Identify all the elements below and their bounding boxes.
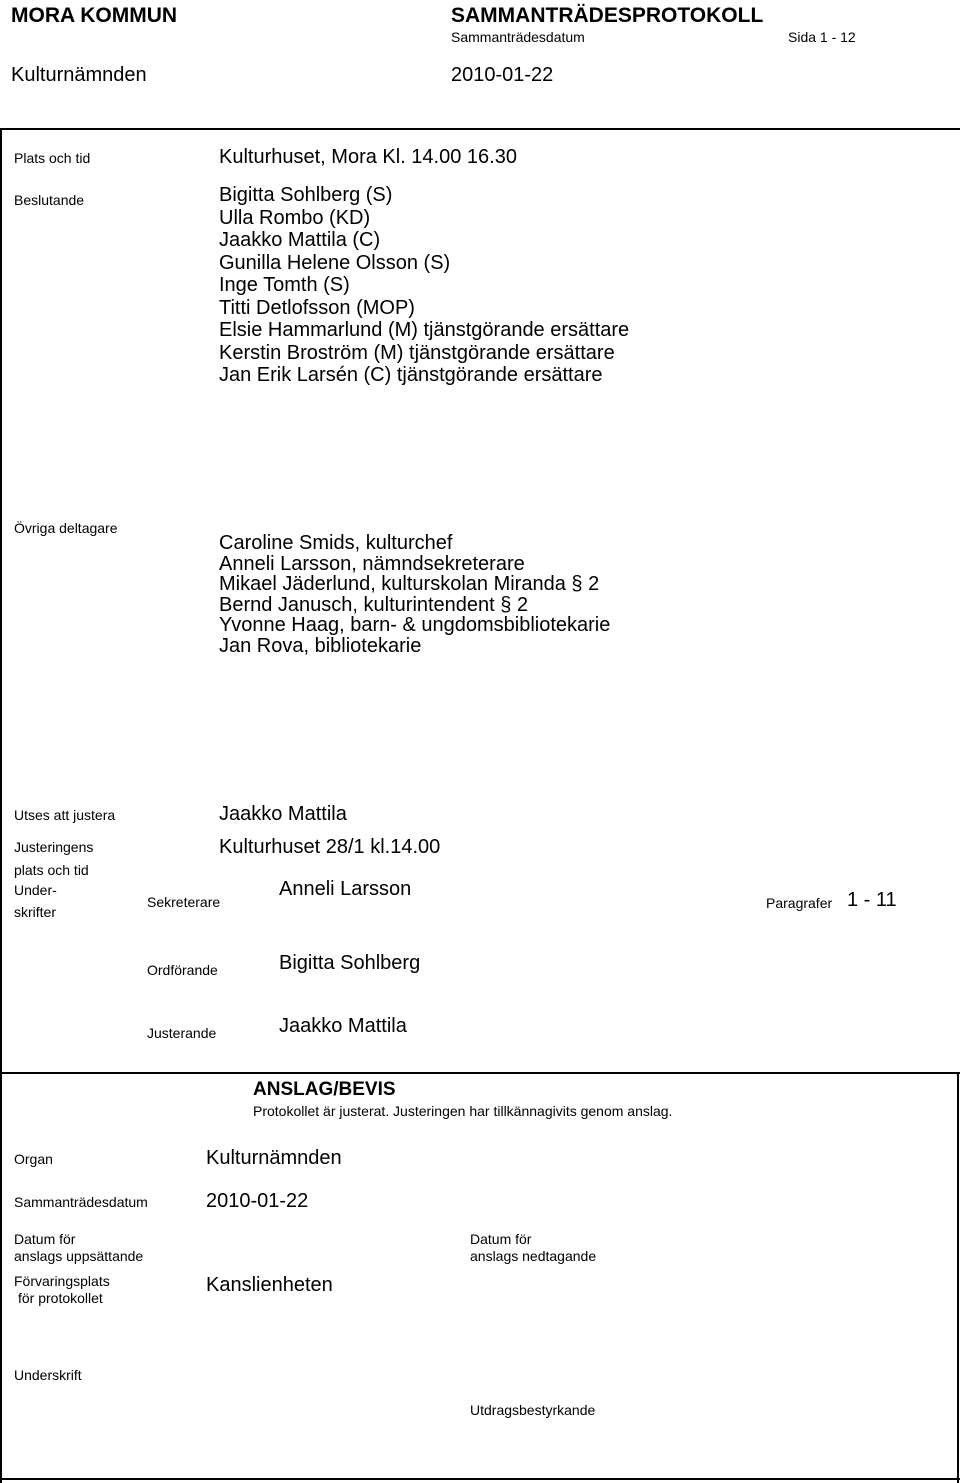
place-label: Plats och tid (14, 150, 91, 166)
deciding-member: Titti Detlofsson (MOP) (219, 296, 415, 319)
assigned-label: Utses att justera (14, 807, 116, 823)
other-participant: Mikael Jäderlund, kulturskolan Miranda § 2 (219, 573, 600, 596)
left-border (0, 128, 2, 1483)
adjust-place-label-line1: Justeringens (14, 839, 94, 855)
page-number: Sida 1 - 12 (788, 29, 856, 45)
removed-label-line1: Datum för (470, 1231, 532, 1247)
storage-label-line2: för protokollet (18, 1290, 103, 1306)
organ-label: Organ (14, 1151, 53, 1167)
adjuster-name: Jaakko Mattila (279, 1015, 407, 1037)
deciding-member: Jan Erik Larsén (C) tjänstgörande ersättare (219, 364, 603, 386)
adjuster-label: Justerande (147, 1025, 217, 1041)
paragraphs-value: 1 - 11 (847, 889, 897, 911)
signatures-label-line2: skrifter (14, 904, 56, 920)
adjust-place-value: Kulturhuset 28/1 kl.14.00 (219, 836, 441, 858)
signature-label: Underskrift (14, 1367, 82, 1383)
deciding-member: Ulla Rombo (KD) (219, 206, 371, 229)
adjust-place-label-line2: plats och tid (14, 862, 89, 878)
signatures-label-line1: Under- (14, 882, 57, 898)
bottom-rule (0, 1478, 960, 1480)
deciding-member: Gunilla Helene Olsson (S) (219, 251, 451, 274)
meeting-date: 2010-01-22 (451, 64, 554, 86)
secretary-name: Anneli Larsson (279, 878, 412, 900)
other-participant: Bernd Janusch, kulturintendent § 2 (219, 593, 529, 616)
storage-label-line1: Förvaringsplats (14, 1273, 110, 1289)
deciding-member: Kerstin Broström (M) tjänstgörande ersättare (219, 341, 615, 364)
document-type: SAMMANTRÄDESPROTOKOLL (451, 4, 764, 27)
notice-title: ANSLAG/BEVIS (253, 1079, 396, 1100)
deciding-member: Bigitta Sohlberg (S) (219, 184, 393, 206)
chair-name: Bigitta Sohlberg (279, 952, 421, 974)
others-list (219, 533, 610, 657)
notice-date-label: Sammanträdesdatum (14, 1194, 148, 1210)
notice-rule (0, 1072, 960, 1074)
others-label: Övriga deltagare (14, 520, 118, 536)
other-participant: Yvonne Haag, barn- & ungdomsbibliotekarie (219, 614, 611, 637)
notice-text: Protokollet är justerat. Justeringen har tillkännagivits genom anslag. (253, 1103, 673, 1119)
certifier-label: Utdragsbestyrkande (470, 1402, 596, 1418)
notice-date-value: 2010-01-22 (206, 1190, 309, 1212)
deciding-member: Elsie Hammarlund (M) tjänstgörande ersättare (219, 319, 630, 341)
secretary-label: Sekreterare (147, 894, 221, 910)
posted-label-line1: Datum för (14, 1231, 76, 1247)
place-value: Kulturhuset, Mora Kl. 14.00 16.30 (219, 146, 517, 168)
chair-label: Ordförande (147, 962, 218, 978)
right-border (957, 1072, 959, 1483)
top-rule (0, 128, 960, 130)
other-participant: Anneli Larsson, nämndsekreterare (219, 552, 525, 575)
committee-name: Kulturnämnden (11, 64, 147, 86)
assigned-value: Jaakko Mattila (219, 803, 347, 825)
storage-value: Kanslienheten (206, 1274, 333, 1296)
deciding-member: Inge Tomth (S) (219, 274, 350, 296)
deciding-label: Beslutande (14, 192, 85, 208)
other-participant: Caroline Smids, kulturchef (219, 532, 453, 554)
other-participant: Jan Rova, bibliotekarie (219, 634, 422, 657)
deciding-list (219, 184, 629, 387)
municipality-name: MORA KOMMUN (11, 4, 178, 27)
posted-label-line2: anslags uppsättande (14, 1248, 144, 1264)
organ-value: Kulturnämnden (206, 1147, 342, 1169)
removed-label-line2: anslags nedtagande (470, 1248, 597, 1264)
paragraphs-label: Paragrafer (766, 895, 833, 911)
header-date-label: Sammanträdesdatum (451, 29, 585, 45)
deciding-member: Jaakko Mattila (C) (219, 229, 381, 251)
